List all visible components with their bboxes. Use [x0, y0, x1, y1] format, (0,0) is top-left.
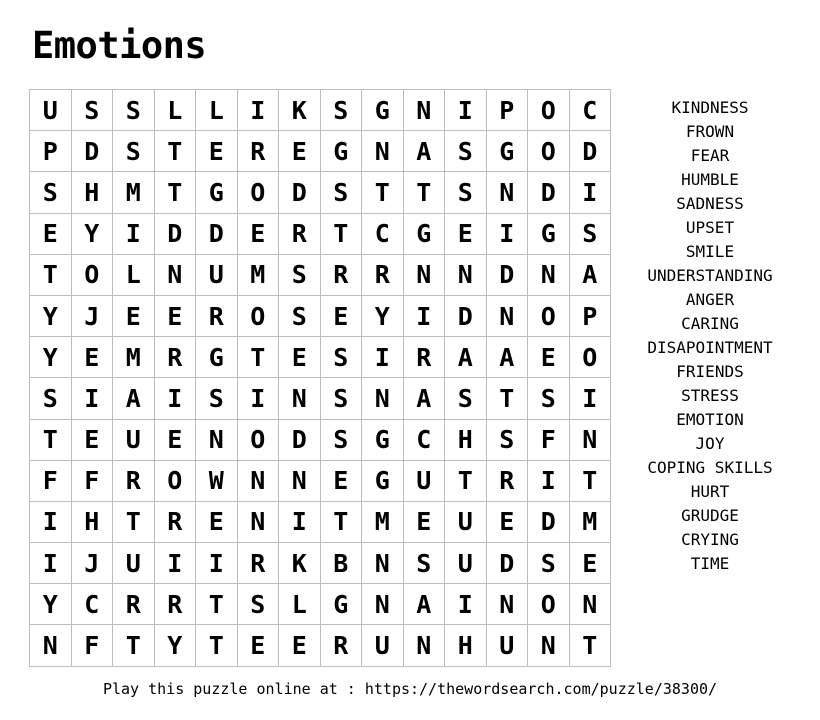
- grid-cell: N: [487, 172, 529, 213]
- grid-cell: I: [279, 502, 321, 543]
- grid-cell: C: [404, 420, 446, 461]
- word-list-item: CRYING: [681, 530, 739, 549]
- word-list-item: HURT: [690, 482, 730, 501]
- grid-cell: E: [321, 461, 363, 502]
- grid-cell: T: [30, 255, 72, 296]
- grid-cell: C: [72, 584, 114, 625]
- grid-cell: I: [238, 90, 280, 131]
- grid-cell: S: [321, 172, 363, 213]
- grid-cell: C: [570, 90, 612, 131]
- grid-cell: O: [238, 296, 280, 337]
- grid-cell: R: [155, 337, 197, 378]
- grid-cell: O: [528, 90, 570, 131]
- grid-cell: I: [155, 378, 197, 419]
- grid-cell: T: [113, 625, 155, 666]
- grid-cell: O: [238, 420, 280, 461]
- grid-cell: S: [528, 378, 570, 419]
- word-list-item: SMILE: [685, 242, 735, 261]
- grid-cell: D: [279, 420, 321, 461]
- grid-cell: S: [445, 378, 487, 419]
- grid-cell: S: [72, 90, 114, 131]
- grid-cell: D: [445, 296, 487, 337]
- grid-cell: T: [196, 584, 238, 625]
- grid-cell: E: [238, 214, 280, 255]
- grid-cell: D: [570, 131, 612, 172]
- grid-cell: E: [196, 131, 238, 172]
- grid-cell: S: [113, 131, 155, 172]
- grid-cell: N: [404, 625, 446, 666]
- grid-cell: O: [155, 461, 197, 502]
- grid-cell: T: [321, 502, 363, 543]
- grid-cell: E: [72, 337, 114, 378]
- grid-cell: O: [528, 131, 570, 172]
- grid-cell: F: [30, 461, 72, 502]
- grid-cell: S: [321, 337, 363, 378]
- grid-cell: L: [113, 255, 155, 296]
- grid-cell: I: [445, 90, 487, 131]
- grid-cell: E: [238, 625, 280, 666]
- grid-cell: T: [570, 461, 612, 502]
- grid-cell: M: [113, 172, 155, 213]
- grid-cell: N: [30, 625, 72, 666]
- grid-cell: R: [487, 461, 529, 502]
- grid-cell: R: [362, 255, 404, 296]
- grid-cell: F: [72, 625, 114, 666]
- grid-cell: U: [445, 502, 487, 543]
- grid-cell: G: [487, 131, 529, 172]
- grid-cell: T: [155, 172, 197, 213]
- grid-cell: A: [404, 584, 446, 625]
- grid-cell: N: [238, 461, 280, 502]
- grid-cell: E: [196, 502, 238, 543]
- grid-cell: P: [30, 131, 72, 172]
- grid-cell: P: [487, 90, 529, 131]
- grid-cell: C: [362, 214, 404, 255]
- grid-cell: I: [404, 296, 446, 337]
- grid-cell: S: [30, 172, 72, 213]
- grid-cell: R: [196, 296, 238, 337]
- grid-cell: G: [321, 584, 363, 625]
- grid-cell: E: [404, 502, 446, 543]
- grid-cell: O: [528, 296, 570, 337]
- grid-cell: T: [196, 625, 238, 666]
- word-list-item: EMOTION: [676, 410, 744, 429]
- word-list-item: FROWN: [685, 122, 735, 141]
- grid-cell: S: [196, 378, 238, 419]
- grid-cell: G: [528, 214, 570, 255]
- grid-cell: U: [196, 255, 238, 296]
- grid-cell: I: [238, 378, 280, 419]
- grid-cell: N: [570, 584, 612, 625]
- grid-cell: O: [72, 255, 114, 296]
- grid-cell: G: [196, 172, 238, 213]
- grid-cell: R: [155, 584, 197, 625]
- footer-text: Play this puzzle online at : https://thewordsearch.com/puzzle/38300/: [102, 680, 718, 698]
- grid-cell: R: [113, 461, 155, 502]
- grid-cell: N: [487, 584, 529, 625]
- grid-cell: R: [113, 584, 155, 625]
- grid-cell: E: [570, 543, 612, 584]
- grid-cell: N: [362, 584, 404, 625]
- grid-cell: M: [113, 337, 155, 378]
- grid-cell: D: [528, 172, 570, 213]
- word-list: [625, 96, 795, 576]
- grid-cell: N: [487, 296, 529, 337]
- grid-cell: E: [445, 214, 487, 255]
- grid-cell: M: [362, 502, 404, 543]
- grid-cell: W: [196, 461, 238, 502]
- grid-cell: S: [487, 420, 529, 461]
- grid-cell: I: [196, 543, 238, 584]
- grid-cell: O: [570, 337, 612, 378]
- word-list-item: ANGER: [685, 290, 735, 309]
- word-list-item: KINDNESS: [671, 98, 749, 117]
- grid-cell: I: [30, 543, 72, 584]
- grid-cell: G: [196, 337, 238, 378]
- word-list-item: FRIENDS: [676, 362, 744, 381]
- grid-cell: A: [445, 337, 487, 378]
- grid-cell: S: [445, 172, 487, 213]
- grid-cell: Y: [155, 625, 197, 666]
- grid-cell: A: [404, 131, 446, 172]
- grid-cell: S: [113, 90, 155, 131]
- grid-cell: Y: [30, 584, 72, 625]
- grid-cell: G: [404, 214, 446, 255]
- grid-cell: N: [404, 90, 446, 131]
- grid-cell: I: [570, 378, 612, 419]
- grid-cell: T: [362, 172, 404, 213]
- grid-cell: T: [487, 378, 529, 419]
- grid-cell: E: [30, 214, 72, 255]
- grid-cell: U: [362, 625, 404, 666]
- grid-cell: K: [279, 90, 321, 131]
- grid-cell: N: [528, 625, 570, 666]
- word-list-item: UPSET: [685, 218, 735, 237]
- grid-cell: T: [113, 502, 155, 543]
- grid-cell: T: [404, 172, 446, 213]
- grid-cell: T: [30, 420, 72, 461]
- grid-cell: E: [113, 296, 155, 337]
- grid-cell: A: [404, 378, 446, 419]
- grid-cell: Y: [72, 214, 114, 255]
- word-list-item: GRUDGE: [681, 506, 739, 525]
- grid-cell: T: [445, 461, 487, 502]
- grid-cell: S: [321, 420, 363, 461]
- grid-cell: G: [362, 90, 404, 131]
- grid-cell: B: [321, 543, 363, 584]
- word-list-item: UNDERSTANDING: [647, 266, 773, 285]
- grid-cell: S: [445, 131, 487, 172]
- grid-cell: G: [321, 131, 363, 172]
- grid-cell: D: [155, 214, 197, 255]
- grid-cell: A: [113, 378, 155, 419]
- grid-cell: R: [279, 214, 321, 255]
- grid-cell: E: [528, 337, 570, 378]
- grid-cell: E: [279, 625, 321, 666]
- grid-cell: J: [72, 543, 114, 584]
- grid-cell: F: [72, 461, 114, 502]
- word-list-item: SADNESS: [676, 194, 744, 213]
- grid-cell: E: [279, 337, 321, 378]
- grid-cell: S: [238, 584, 280, 625]
- grid-cell: N: [445, 255, 487, 296]
- grid-cell: I: [30, 502, 72, 543]
- grid-cell: L: [196, 90, 238, 131]
- grid-cell: Y: [30, 337, 72, 378]
- grid-cell: I: [445, 584, 487, 625]
- word-list-item: FEAR: [690, 146, 730, 165]
- grid-cell: E: [72, 420, 114, 461]
- grid-cell: T: [570, 625, 612, 666]
- grid-cell: L: [155, 90, 197, 131]
- grid-cell: N: [196, 420, 238, 461]
- grid-cell: D: [72, 131, 114, 172]
- grid-cell: G: [362, 420, 404, 461]
- grid-cell: M: [570, 502, 612, 543]
- grid-cell: S: [404, 543, 446, 584]
- grid-cell: N: [362, 543, 404, 584]
- grid-cell: P: [570, 296, 612, 337]
- grid-cell: U: [113, 543, 155, 584]
- grid-cell: R: [321, 255, 363, 296]
- letter-grid: [29, 89, 611, 667]
- grid-cell: U: [445, 543, 487, 584]
- grid-cell: E: [321, 296, 363, 337]
- grid-cell: J: [72, 296, 114, 337]
- grid-cell: K: [279, 543, 321, 584]
- grid-cell: O: [528, 584, 570, 625]
- word-list-item: TIME: [690, 554, 730, 573]
- grid-cell: N: [362, 131, 404, 172]
- grid-cell: N: [279, 378, 321, 419]
- grid-cell: U: [30, 90, 72, 131]
- grid-cell: A: [570, 255, 612, 296]
- grid-cell: M: [238, 255, 280, 296]
- grid-cell: N: [279, 461, 321, 502]
- grid-cell: R: [321, 625, 363, 666]
- word-list-item: STRESS: [681, 386, 739, 405]
- grid-cell: S: [321, 90, 363, 131]
- grid-cell: I: [72, 378, 114, 419]
- grid-cell: S: [321, 378, 363, 419]
- grid-cell: Y: [362, 296, 404, 337]
- grid-cell: I: [113, 214, 155, 255]
- grid-cell: D: [487, 255, 529, 296]
- grid-cell: S: [570, 214, 612, 255]
- grid-cell: D: [528, 502, 570, 543]
- grid-cell: L: [279, 584, 321, 625]
- word-list-item: CARING: [681, 314, 739, 333]
- grid-cell: N: [362, 378, 404, 419]
- word-list-item: HUMBLE: [681, 170, 739, 189]
- grid-cell: H: [445, 420, 487, 461]
- grid-cell: H: [72, 172, 114, 213]
- grid-cell: I: [528, 461, 570, 502]
- grid-cell: E: [155, 420, 197, 461]
- grid-cell: N: [238, 502, 280, 543]
- grid-cell: T: [155, 131, 197, 172]
- grid-cell: E: [279, 131, 321, 172]
- word-list-item: DISAPOINTMENT: [647, 338, 773, 357]
- grid-cell: I: [155, 543, 197, 584]
- page-title: Emotions: [32, 24, 207, 67]
- word-list-item: COPING SKILLS: [647, 458, 773, 477]
- grid-cell: T: [238, 337, 280, 378]
- grid-cell: E: [487, 502, 529, 543]
- grid-cell: N: [155, 255, 197, 296]
- grid-cell: R: [155, 502, 197, 543]
- grid-cell: I: [487, 214, 529, 255]
- grid-cell: H: [72, 502, 114, 543]
- grid-cell: N: [570, 420, 612, 461]
- grid-cell: S: [279, 296, 321, 337]
- grid-cell: O: [238, 172, 280, 213]
- grid-cell: S: [279, 255, 321, 296]
- grid-cell: R: [238, 131, 280, 172]
- grid-cell: S: [528, 543, 570, 584]
- grid-cell: D: [487, 543, 529, 584]
- grid-cell: A: [487, 337, 529, 378]
- grid-cell: D: [196, 214, 238, 255]
- grid-cell: F: [528, 420, 570, 461]
- grid-cell: N: [528, 255, 570, 296]
- grid-cell: T: [321, 214, 363, 255]
- grid-cell: D: [279, 172, 321, 213]
- grid-cell: S: [30, 378, 72, 419]
- grid-cell: G: [362, 461, 404, 502]
- grid-cell: U: [113, 420, 155, 461]
- grid-cell: R: [404, 337, 446, 378]
- grid-cell: N: [404, 255, 446, 296]
- grid-cell: H: [445, 625, 487, 666]
- grid-cell: U: [404, 461, 446, 502]
- grid-cell: E: [155, 296, 197, 337]
- grid-cell: Y: [30, 296, 72, 337]
- grid-cell: U: [487, 625, 529, 666]
- grid-cell: R: [238, 543, 280, 584]
- word-list-item: JOY: [695, 434, 725, 453]
- grid-cell: I: [570, 172, 612, 213]
- grid-cell: I: [362, 337, 404, 378]
